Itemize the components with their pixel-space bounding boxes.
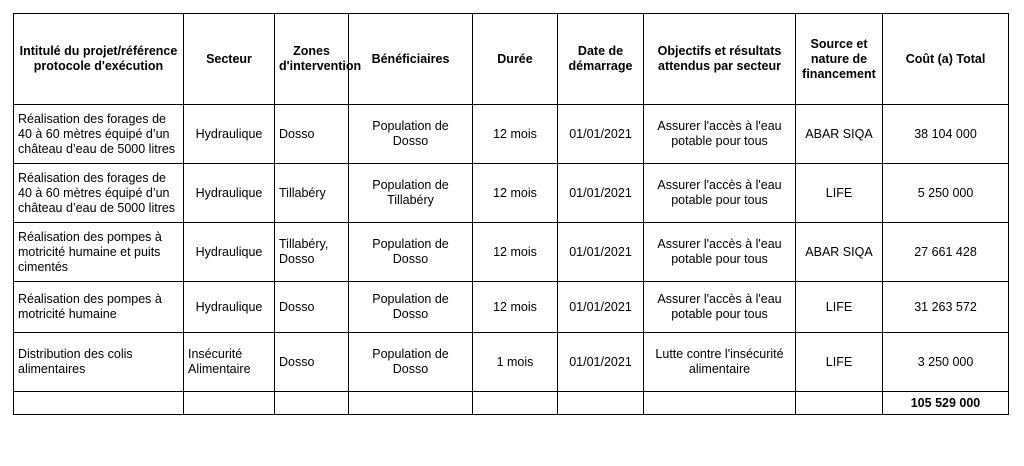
header-cell-source: Source et nature de financement [796,14,883,105]
cell-duration: 12 mois [473,105,558,164]
cell-title: Réalisation des forages de 40 à 60 mètres équipé d’un château d’eau de 5000 litres [14,164,184,223]
cell-beneficiaries: Population de Dosso [349,333,473,392]
cell-title: Réalisation des pompes à motricité humaine [14,282,184,333]
table-row [14,164,1009,223]
cell-duration: 12 mois [473,164,558,223]
table-row [14,333,1009,392]
header-cell-beneficiaries: Bénéficiaires [349,14,473,105]
cell-beneficiaries: Population de Tillabéry [349,164,473,223]
cell-objectives: Assurer l'accès à l'eau potable pour tous [644,223,796,282]
cell-objectives: Assurer l'accès à l'eau potable pour tous [644,282,796,333]
header-cell-objectives: Objectifs et résultats attendus par secteur [644,14,796,105]
cell-start-date: 01/01/2021 [558,333,644,392]
cell-start-date: 01/01/2021 [558,164,644,223]
cell-zones: Dosso [275,333,349,392]
empty-cell [644,392,796,415]
cell-source: LIFE [796,282,883,333]
header-cell-start-date: Date de démarrage [558,14,644,105]
cell-beneficiaries: Population de Dosso [349,105,473,164]
cell-cost: 38 104 000 [883,105,1009,164]
header-cell-cost: Coût (a) Total [883,14,1009,105]
cell-beneficiaries: Population de Dosso [349,223,473,282]
cell-start-date: 01/01/2021 [558,105,644,164]
cell-objectives: Lutte contre l'insécurité alimentaire [644,333,796,392]
cell-cost: 27 661 428 [883,223,1009,282]
cell-zones: Tillabéry [275,164,349,223]
cell-sector: Insécurité Alimentaire [184,333,275,392]
cell-source: ABAR SIQA [796,223,883,282]
empty-cell [184,392,275,415]
cell-objectives: Assurer l'accès à l'eau potable pour tous [644,164,796,223]
header-cell-title: Intitulé du projet/référence protocole d'exécution [14,14,184,105]
cell-objectives: Assurer l'accès à l'eau potable pour tous [644,105,796,164]
cell-sector: Hydraulique [184,223,275,282]
cell-cost: 31 263 572 [883,282,1009,333]
cell-start-date: 01/01/2021 [558,282,644,333]
cell-source: LIFE [796,164,883,223]
cell-zones: Dosso [275,105,349,164]
cell-zones: Dosso [275,282,349,333]
header-cell-sector: Secteur [184,14,275,105]
cell-source: ABAR SIQA [796,105,883,164]
cell-duration: 12 mois [473,282,558,333]
header-row [14,14,1009,105]
cell-zones: Tillabéry, Dosso [275,223,349,282]
header-cell-zones: Zones d'intervention [275,14,349,105]
total-cost: 105 529 000 [883,392,1009,415]
cell-sector: Hydraulique [184,282,275,333]
cell-title: Distribution des colis alimentaires [14,333,184,392]
empty-cell [275,392,349,415]
cell-title: Réalisation des pompes à motricité humaine et puits cimentés [14,223,184,282]
table-row [14,105,1009,164]
empty-cell [473,392,558,415]
cell-cost: 5 250 000 [883,164,1009,223]
projects-table [13,13,1009,415]
table-row [14,282,1009,333]
empty-cell [349,392,473,415]
cell-beneficiaries: Population de Dosso [349,282,473,333]
empty-cell [796,392,883,415]
header-cell-duration: Durée [473,14,558,105]
empty-cell [14,392,184,415]
total-row [14,392,1009,415]
table-row [14,223,1009,282]
cell-duration: 12 mois [473,223,558,282]
empty-cell [558,392,644,415]
cell-duration: 1 mois [473,333,558,392]
cell-start-date: 01/01/2021 [558,223,644,282]
cell-source: LIFE [796,333,883,392]
cell-cost: 3 250 000 [883,333,1009,392]
cell-sector: Hydraulique [184,164,275,223]
cell-sector: Hydraulique [184,105,275,164]
cell-title: Réalisation des forages de 40 à 60 mètres équipé d’un château d’eau de 5000 litres [14,105,184,164]
